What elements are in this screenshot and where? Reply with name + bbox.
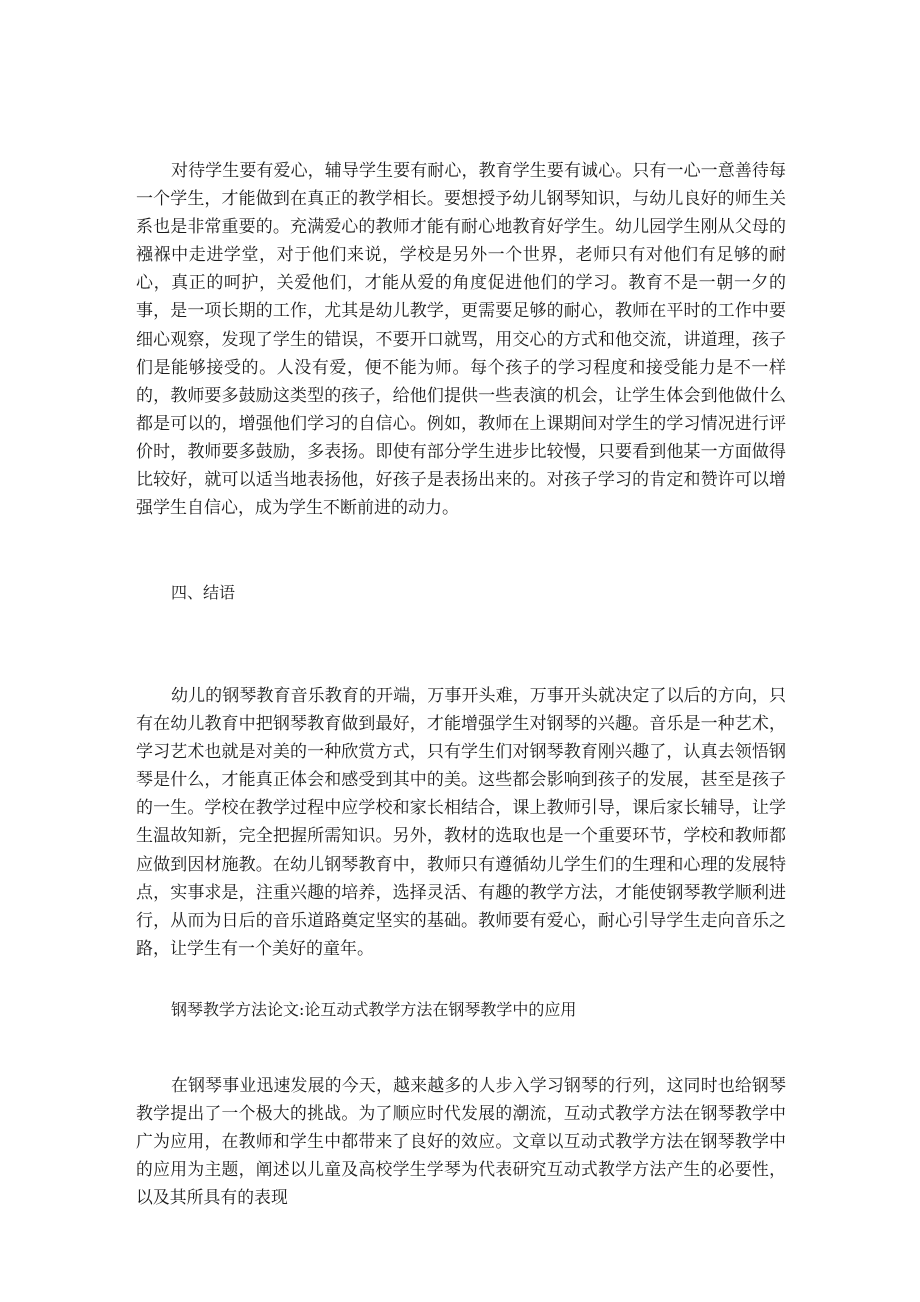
body-paragraph-conclusion: 幼儿的钢琴教育音乐教育的开端，万事开头难，万事开头就决定了以后的方向，只有在幼儿教育中把钢琴教育做到最好，才能增强学生对钢琴的兴趣。音乐是一种艺术，学习艺术也就是对美的一种欣赏方式，只有学生们对钢琴教育刚兴趣了，认真去领悟钢琴是什么，才能真正体会和感受到其中的美。这些都会影响到孩子的发展，甚至是孩子的一生。学校在教学过程中应学校和家长相结合，课上教师引导，课后家长辅导，让学生温故知新，完全把握所需知识。另外，教材的选取也是一个重要环节，学校和教师都应做到因材施教。在幼儿钢琴教育中，教师只有遵循幼儿学生们的生理和心理的发展特点，实事求是，注重兴趣的培养，选择灵活、有趣的教学方法，才能使钢琴教学顺利进行，从而为日后的音乐道路奠定坚实的基础。教师要有爱心，耐心引导学生走向音乐之路，让学生有一个美好的童年。	[136, 686, 786, 959]
article-title: 钢琴教学方法论文:论互动式教学方法在钢琴教学中的应用	[171, 1000, 577, 1019]
body-paragraph-patience: 对待学生要有爱心，辅导学生要有耐心，教育学生要有诚心。只有一心一意善待每一个学生，才能做到在真正的教学相长。要想授予幼儿钢琴知识，与幼儿良好的师生关系也是非常重要的。充满爱心的教师才能有耐心地教育好学生。幼儿园学生刚从父母的襁褓中走进学堂，对于他们来说，学校是另外一个世界，老师只有对他们有足够的耐心，真正的呵护，关爱他们，才能从爱的角度促进他们的学习。教育不是一朝一夕的事，是一项长期的工作，尤其是幼儿教学，更需要足够的耐心，教师在平时的工作中要细心观察，发现了学生的错误，不要开口就骂，用交心的方式和他交流，讲道理，孩子们是能够接受的。人没有爱，便不能为师。每个孩子的学习程度和接受能力是不一样的，教师要多鼓励这类型的孩子，给他们提供一些表演的机会，让学生体会到他做什么都是可以的，增强他们学习的自信心。例如，教师在上课期间对学生的学习情况进行评价时，教师要多鼓励，多表扬。即使有部分学生进步比较慢，只要看到他某一方面做得比较好，就可以适当地表扬他，好孩子是表扬出来的。对孩子学习的肯定和赞许可以增强学生自信心，成为学生不断前进的动力。	[136, 161, 786, 519]
section-heading-conclusion: 四、结语	[171, 583, 236, 602]
body-paragraph-abstract: 在钢琴事业迅速发展的今天，越来越多的人步入学习钢琴的行列，这同时也给钢琴教学提出了一个极大的挑战。为了顺应时代发展的潮流，互动式教学方法在钢琴教学中广为应用，在教师和学生中都带来了良好的效应。文章以互动式教学方法在钢琴教学中的应用为主题，阐述以儿童及高校学生学琴为代表研究互动式教学方法产生的必要性，以及其所具有的表现	[136, 1075, 786, 1208]
